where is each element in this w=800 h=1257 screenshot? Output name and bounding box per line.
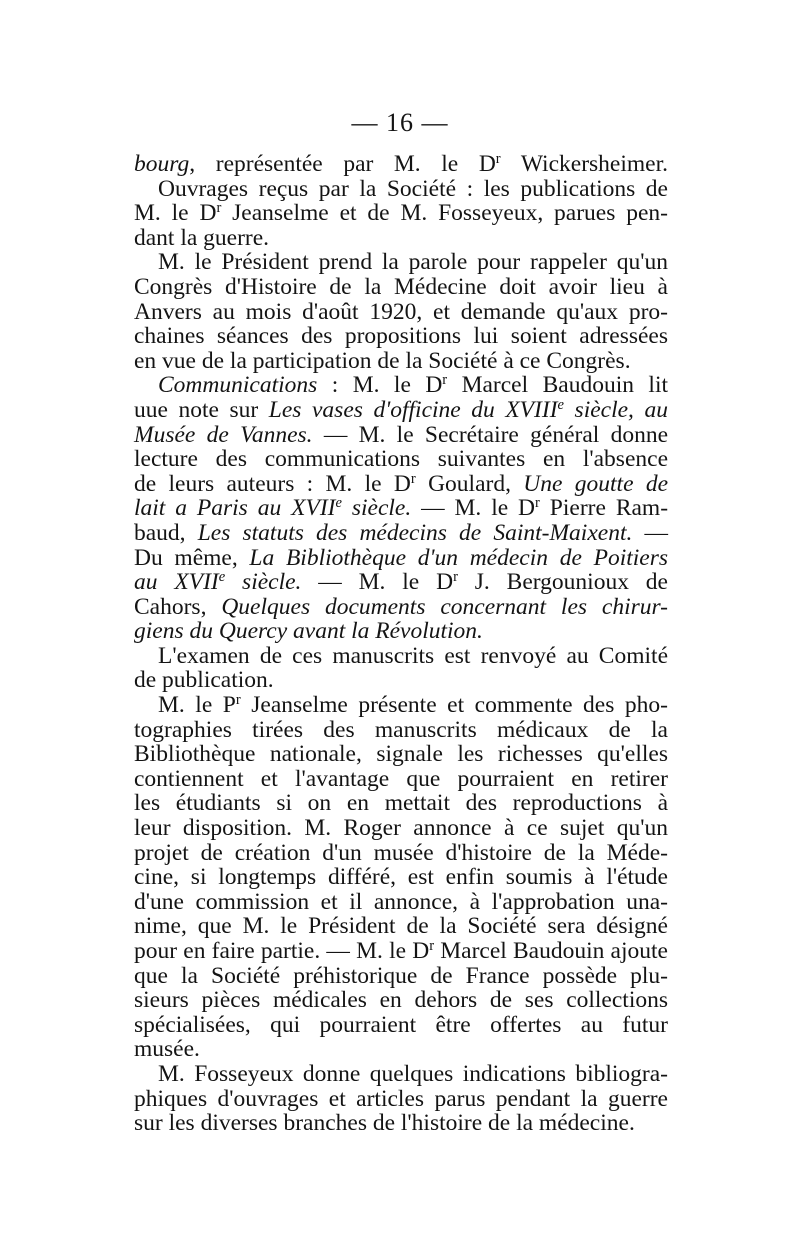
text-line: [134, 644, 668, 669]
italic-text: Musée de Vannes.: [134, 421, 313, 448]
text-line: [134, 177, 668, 202]
superscript: e: [335, 495, 342, 512]
superscript: r: [535, 495, 540, 512]
italic-text: Les vases d'officine du XVIII: [268, 396, 558, 423]
text-segment: Marcel Baudouin lit: [447, 372, 669, 399]
text-line: [134, 964, 668, 989]
text-line: [134, 668, 668, 693]
text-line: [134, 865, 668, 890]
text-segment: Ouvrages reçus par la Société : les publications de: [158, 175, 668, 202]
italic-text: bourg: [134, 151, 190, 177]
text-line: [134, 988, 668, 1013]
text-segment: J. Bergounioux de: [457, 569, 668, 596]
text-segment: M. le Président prend la parole pour rappeler qu'un: [158, 249, 668, 276]
text-segment: tographies tirées des manuscrits médicaux de la: [134, 716, 668, 743]
superscript: r: [453, 569, 458, 586]
text-line: [134, 914, 668, 939]
text-segment: Pierre Ram-: [539, 495, 669, 522]
text-line: [134, 398, 668, 423]
text-line: [134, 1062, 668, 1087]
text-segment: — M. le Secrétaire général donne: [312, 421, 668, 448]
text-segment: lecture des communications suivantes en l'absence: [134, 446, 668, 473]
text-segment: Wickersheimer.: [500, 151, 668, 177]
text-segment: Congrès d'Histoire de la Médecine doit avoir lieu à: [134, 273, 668, 300]
text-line: [134, 1013, 668, 1038]
text-line: [134, 791, 668, 816]
text-segment: Jeanselme et de M. Fosseyeux, parues pen-: [221, 200, 669, 227]
text-line: [134, 201, 668, 226]
italic-text: siècle.: [341, 495, 412, 522]
text-segment: M. le P: [158, 692, 236, 719]
superscript: r: [442, 372, 448, 389]
text-line: [134, 472, 668, 497]
text-segment: Anvers au mois d'août 1920, et demande qu'aux pro-: [134, 298, 668, 325]
text-segment: Bibliothèque nationale, signale les richesses qu'elles: [134, 741, 668, 768]
text-line: [134, 890, 668, 915]
text-segment: — M. le D: [301, 569, 454, 596]
text-line: [134, 619, 668, 644]
text-segment: Marcel Baudouin ajoute: [434, 938, 668, 964]
text-line: [134, 226, 668, 251]
italic-text: Les statuts des médecins de Saint-Maixent.: [197, 519, 633, 546]
superscript: r: [495, 151, 501, 167]
italic-text: Quelques documents concernant les chirur-: [221, 593, 668, 620]
text-line: [134, 939, 668, 964]
superscript: r: [235, 692, 241, 709]
italic-text: au XVII: [134, 569, 219, 596]
text-segment: d'une commission et il annonce, à l'approbation una-: [134, 888, 668, 915]
text-line: [134, 423, 668, 448]
text-line: [134, 546, 668, 571]
text-segment: L'examen de ces manuscrits est renvoyé au Comité: [158, 642, 668, 669]
text-segment: projet de création d'un musée d'histoire de la Méde-: [134, 839, 668, 866]
italic-text: giens du Quercy avant la Révolution.: [134, 618, 483, 645]
italic-text: siècle, au: [564, 396, 668, 423]
page-number: — 16 —: [351, 108, 449, 137]
text-line: [134, 300, 668, 325]
superscript: r: [410, 470, 416, 487]
text-line: [134, 250, 668, 275]
text-line: [134, 152, 668, 177]
text-segment: pour en faire partie. — M. le D: [134, 938, 430, 964]
superscript: e: [218, 569, 226, 586]
text-segment: leur disposition. M. Roger annonce à ce sujet qu'un: [134, 815, 668, 842]
text-segment: phiques d'ouvrages et articles parus pendant la guerre: [134, 1085, 668, 1112]
text-line: [134, 1111, 668, 1136]
text-segment: baud,: [134, 519, 198, 546]
text-segment: uue note sur: [134, 396, 269, 423]
text-segment: M. le D: [134, 200, 217, 227]
text-line: [134, 1087, 668, 1112]
text-segment: de leurs auteurs : M. le D: [134, 470, 411, 497]
text-line: [134, 742, 668, 767]
superscript: r: [429, 938, 435, 954]
superscript: e: [557, 396, 564, 413]
body-text: [134, 152, 668, 1136]
text-segment: de publication.: [134, 667, 274, 694]
text-segment: contiennent et l'avantage que pourraient en retirer: [134, 765, 668, 792]
italic-text: siècle.: [225, 569, 302, 596]
superscript: r: [216, 200, 222, 217]
text-line: [134, 570, 668, 595]
text-segment: nime, que M. le Président de la Société sera désigné: [134, 913, 668, 940]
text-segment: M. Fosseyeux donne quelques indications bibliogra-: [158, 1060, 668, 1087]
text-line: [134, 447, 668, 472]
text-line: [134, 841, 668, 866]
text-segment: Jeanselme présente et commente des pho-: [240, 692, 668, 719]
text-segment: en vue de la participation de la Société à ce Congrès.: [134, 347, 631, 374]
text-line: [134, 324, 668, 349]
text-segment: les étudiants si on en mettait des reproductions à: [134, 790, 668, 817]
italic-text: La Bibliothèque d'un médecin de Poitiers: [249, 544, 668, 571]
text-segment: Cahors,: [134, 593, 222, 620]
italic-text: lait a Paris au XVII: [134, 495, 336, 522]
text-line: [134, 496, 668, 521]
text-line: [134, 693, 668, 718]
italic-text: Une goutte de: [523, 470, 668, 497]
text-segment: —: [632, 519, 668, 546]
text-segment: musée.: [134, 1036, 200, 1063]
text-line: [134, 718, 668, 743]
text-line: [134, 595, 668, 620]
text-segment: sieurs pièces médicales en dehors de ses collections: [134, 987, 668, 1014]
text-segment: que la Société préhistorique de France possède plu-: [134, 962, 668, 989]
text-line: [134, 1037, 668, 1062]
text-segment: cine, si longtemps différé, est enfin soumis à l'étude: [134, 864, 668, 891]
text-line: [134, 521, 668, 546]
italic-text: Communications: [158, 372, 318, 399]
text-segment: — M. le D: [411, 495, 536, 522]
text-segment: chaines séances des propositions lui soient adressées: [134, 323, 668, 350]
text-line: [134, 767, 668, 792]
text-line: [134, 373, 668, 398]
text-line: [134, 816, 668, 841]
text-line: [134, 349, 668, 374]
text-segment: , représentée par M. le D: [189, 151, 496, 177]
text-segment: : M. le D: [317, 372, 443, 399]
text-segment: dant la guerre.: [134, 224, 270, 251]
text-segment: sur les diverses branches de l'histoire de la médecine.: [134, 1110, 635, 1137]
text-line: [134, 275, 668, 300]
text-segment: Du même,: [134, 544, 250, 571]
text-segment: Goulard,: [415, 470, 524, 497]
text-segment: spécialisées, qui pourraient être offertes au futur: [134, 1011, 668, 1038]
